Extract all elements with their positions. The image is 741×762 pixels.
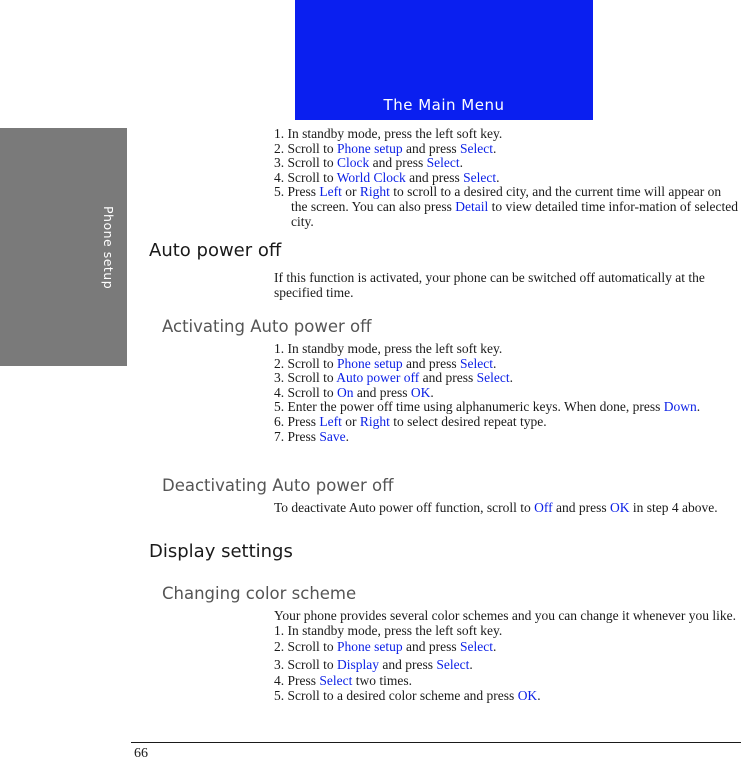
key-on: On bbox=[337, 384, 354, 400]
list-item: 1. In standby mode, press the left soft key. bbox=[274, 341, 503, 356]
list-item: 3. Scroll to Clock and press Select. bbox=[274, 155, 463, 171]
list-item: 4. Scroll to On and press OK. bbox=[274, 384, 434, 400]
key-ok: OK bbox=[517, 687, 538, 703]
key-ok: OK bbox=[610, 500, 630, 515]
paragraph: If this function is activated, your phone can be switched off automatically at the specified time. bbox=[274, 270, 705, 300]
key-display: Display bbox=[337, 656, 379, 672]
list-item: 3. Scroll to Display and press Select. bbox=[274, 656, 473, 672]
list-item: 4. Press Select two times. bbox=[274, 673, 413, 689]
heading-display-settings: Display settings bbox=[149, 541, 293, 562]
activating-steps bbox=[274, 342, 739, 444]
key-auto-power-off: Auto power off bbox=[336, 370, 420, 386]
list-item: 5. Press Left or Right to scroll to a desired city, and the current time will appear on the screen. You can also press Detail to view detailed time infor-mation of selected city. bbox=[274, 184, 738, 229]
key-select: Select bbox=[460, 639, 493, 655]
list-item: 3. Scroll to Auto power off and press Select. bbox=[274, 370, 513, 386]
list-item: 5. Enter the power off time using alphanumeric keys. When done, press Down. bbox=[274, 399, 701, 415]
key-select: Select bbox=[460, 140, 493, 156]
list-item: 5. Scroll to a desired color scheme and press OK. bbox=[274, 687, 541, 703]
heading-activating-auto-power-off: Activating Auto power off bbox=[162, 317, 372, 336]
list-item: 2. Scroll to Phone setup and press Select. bbox=[274, 355, 497, 371]
main-menu-banner bbox=[295, 0, 593, 120]
key-select: Select bbox=[463, 169, 497, 185]
key-select: Select bbox=[319, 673, 353, 689]
key-phone-setup: Phone setup bbox=[337, 355, 403, 371]
key-select: Select bbox=[426, 155, 460, 171]
list-item: 6. Press Left or Right to select desired repeat type. bbox=[274, 413, 547, 429]
key-select: Select bbox=[436, 656, 470, 672]
key-select: Select bbox=[476, 370, 510, 386]
heading-changing-color-scheme: Changing color scheme bbox=[162, 584, 357, 603]
auto-power-off-intro bbox=[274, 271, 739, 300]
key-left: Left bbox=[319, 184, 342, 200]
key-left: Left bbox=[319, 413, 342, 429]
paragraph: Your phone provides several color schemes and you can change it whenever you like. bbox=[274, 608, 736, 623]
world-clock-steps bbox=[274, 127, 739, 229]
key-clock: Clock bbox=[337, 155, 370, 171]
key-off: Off bbox=[534, 500, 553, 515]
list-item: 1. In standby mode, press the left soft key. bbox=[274, 622, 503, 638]
key-right: Right bbox=[359, 413, 390, 429]
page-number: 66 bbox=[134, 746, 148, 761]
key-select: Select bbox=[460, 355, 493, 371]
key-phone-setup: Phone setup bbox=[337, 140, 403, 156]
key-ok: OK bbox=[410, 384, 431, 400]
footer-rule bbox=[131, 742, 741, 743]
list-item: 4. Scroll to World Clock and press Select. bbox=[274, 169, 500, 185]
list-item: 1. In standby mode, press the left soft key. bbox=[274, 126, 503, 141]
key-world-clock: World Clock bbox=[336, 169, 406, 185]
color-scheme-steps bbox=[274, 609, 739, 704]
list-item: 2. Scroll to Phone setup and press Select. bbox=[274, 639, 497, 655]
key-phone-setup: Phone setup bbox=[337, 639, 403, 655]
paragraph: To deactivate Auto power off function, scroll to Off and press OK in step 4 above. bbox=[274, 500, 718, 515]
banner-title: The Main Menu bbox=[383, 96, 505, 114]
key-down: Down bbox=[663, 399, 697, 415]
list-item: 2. Scroll to Phone setup and press Select. bbox=[274, 140, 497, 156]
key-detail: Detail bbox=[455, 198, 489, 214]
deactivating-text bbox=[274, 501, 739, 516]
heading-auto-power-off: Auto power off bbox=[149, 240, 282, 261]
side-tab-label: Phone setup bbox=[101, 206, 116, 290]
key-save: Save bbox=[319, 428, 346, 444]
heading-deactivating-auto-power-off: Deactivating Auto power off bbox=[162, 476, 394, 495]
key-right: Right bbox=[359, 184, 390, 200]
list-item: 7. Press Save. bbox=[274, 428, 350, 444]
